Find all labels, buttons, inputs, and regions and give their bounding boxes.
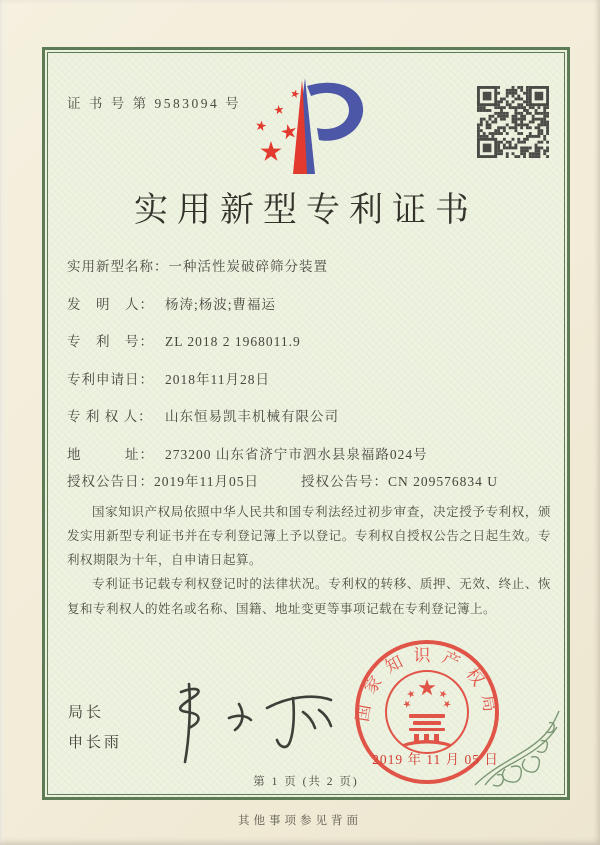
- commissioner-title: 局长: [68, 705, 105, 721]
- grant-date: 2019年11月05日: [154, 474, 259, 489]
- commissioner-name: 申长雨: [68, 735, 123, 751]
- back-side-note: 其他事项参见背面: [238, 815, 362, 827]
- legal-paragraph-2: 专利证书记载专利权登记时的法律状况。专利权的转移、质押、无效、终止、恢复和专利权人的姓名或名称、国籍、地址变更等事项记载在专利登记簿上。: [67, 577, 551, 616]
- field-value: 一种活性炭破碎筛分装置: [168, 259, 328, 274]
- field-row-address: [67, 444, 553, 466]
- field-label: 发 明 人：: [67, 296, 154, 312]
- field-value: 山东恒易凯丰机械有限公司: [165, 409, 339, 424]
- field-value: 杨涛;杨波;曹福运: [165, 296, 277, 312]
- field-value: 2018年11月28日: [165, 371, 270, 387]
- field-label: 地 址：: [67, 446, 154, 462]
- commissioner-signature: [143, 678, 343, 768]
- seal-date: 2019 年 11 月 05 日: [372, 752, 499, 767]
- certificate-number: 证 书 号 第 9583094 号: [67, 96, 242, 111]
- certificate-title: 实用新型专利证书: [134, 192, 478, 229]
- field-row-filing-date: [67, 369, 553, 391]
- grant-no: CN 209576834 U: [388, 474, 499, 489]
- seal-ring-text: 国家知识产权局: [352, 645, 502, 724]
- grant-no-label: 授权公告号：: [301, 474, 388, 489]
- field-label: 专 利 权 人：: [67, 409, 153, 424]
- field-value: 273200 山东省济宁市泗水县泉福路024号: [165, 446, 428, 462]
- qr-code: [477, 86, 549, 158]
- field-row-name: [67, 256, 553, 278]
- page-number: 第 1 页 (共 2 页): [253, 776, 359, 788]
- certificate-frame: [42, 47, 570, 800]
- legal-paragraph-1: 国家知识产权局依照中华人民共和国专利法经过初步审查，决定授予专利权，颁发实用新型专利证书并在专利登记簿上予以登记。专利权自授权公告之日起生效。专利权期限为十年，自申请日起算。: [67, 505, 551, 568]
- field-row-patent-no: [67, 331, 553, 353]
- field-row-patentee: [67, 406, 553, 428]
- cnipa-logo-icon: [245, 74, 369, 186]
- field-label: 实用新型名称：: [67, 259, 169, 274]
- field-value: ZL 2018 2 1968011.9: [165, 334, 301, 349]
- field-row-inventors: [67, 294, 553, 316]
- field-label: 专利申请日：: [67, 371, 154, 387]
- commissioner-block: [68, 698, 122, 758]
- legal-text: [67, 500, 551, 621]
- field-list: [67, 256, 553, 493]
- grant-date-label: 授权公告日：: [67, 474, 154, 489]
- field-label: 专 利 号：: [67, 334, 154, 349]
- field-row-grant: [67, 471, 553, 493]
